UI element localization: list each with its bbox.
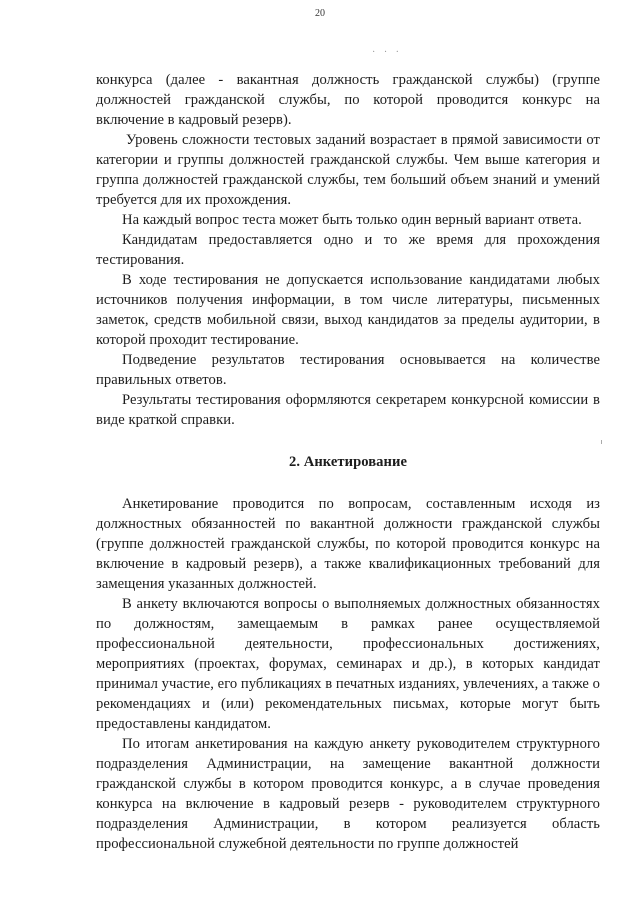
paragraph: Результаты тестирования оформляются секретарем конкурсной комиссии в виде краткой справки. <box>96 392 600 428</box>
paragraph: По итогам анкетирования на каждую анкету руководителем структурного подразделения Администрации, на замещение вакантной должности гражданской службы в котором проводится конкурс, а в случае проведения конкурса на включение в кадровый резерв - руководителем структурного подразделения Администрации, в котором реализуется область профессиональной служебной деятельности по группе должностей <box>96 736 600 852</box>
paragraph: В анкету включаются вопросы о выполняемых должностных обязанностях по должностям, замещаемым в рамках ранее осуществляемой профессиональной деятельности, профессиональных достижениях, мероприятиях (проектах, форумах, семинарах и др.), в которых кандидат принимал участие, его публикациях в печатных изданиях, увлечениях, а также о рекомендациях и (или) рекомендательных письмах, которые могут быть предоставлены кандидатом. <box>96 596 600 732</box>
document-body <box>96 70 600 854</box>
paragraph: В ходе тестирования не допускается использование кандидатами любых источников получения информации, в том числе литературы, письменных заметок, средств мобильной связи, выход кандидатов за пределы аудитории, в которой проходит тестирование. <box>96 272 600 348</box>
paragraph: Уровень сложности тестовых заданий возрастает в прямой зависимости от категории и группы должностей гражданской службы. Чем выше категория и группа должностей гражданской службы, тем больший объем знаний и умений требуется для их прохождения. <box>96 132 600 208</box>
paragraph: Анкетирование проводится по вопросам, составленным исходя из должностных обязанностей по вакантной должности гражданской службы (группе должностей гражданской службы, по которой проводится конкурс на включение в кадровый резерв), а также квалификационных требований для замещения указанных должностей. <box>96 496 600 592</box>
scan-artifact-mark <box>601 440 602 444</box>
paragraph-continuation: конкурса (далее - вакантная должность гражданской службы) (группе должностей гражданской службы, по которой проводится конкурс на включение в кадровый резерв). <box>96 72 600 128</box>
scan-artifact: · · · <box>372 47 402 58</box>
paragraph: На каждый вопрос теста может быть только один верный вариант ответа. <box>122 212 582 228</box>
page-number: 20 <box>315 8 325 19</box>
paragraph: Подведение результатов тестирования основывается на количестве правильных ответов. <box>96 352 600 388</box>
section-heading: 2. Анкетирование <box>289 454 407 470</box>
paragraph: Кандидатам предоставляется одно и то же время для прохождения тестирования. <box>96 232 600 268</box>
